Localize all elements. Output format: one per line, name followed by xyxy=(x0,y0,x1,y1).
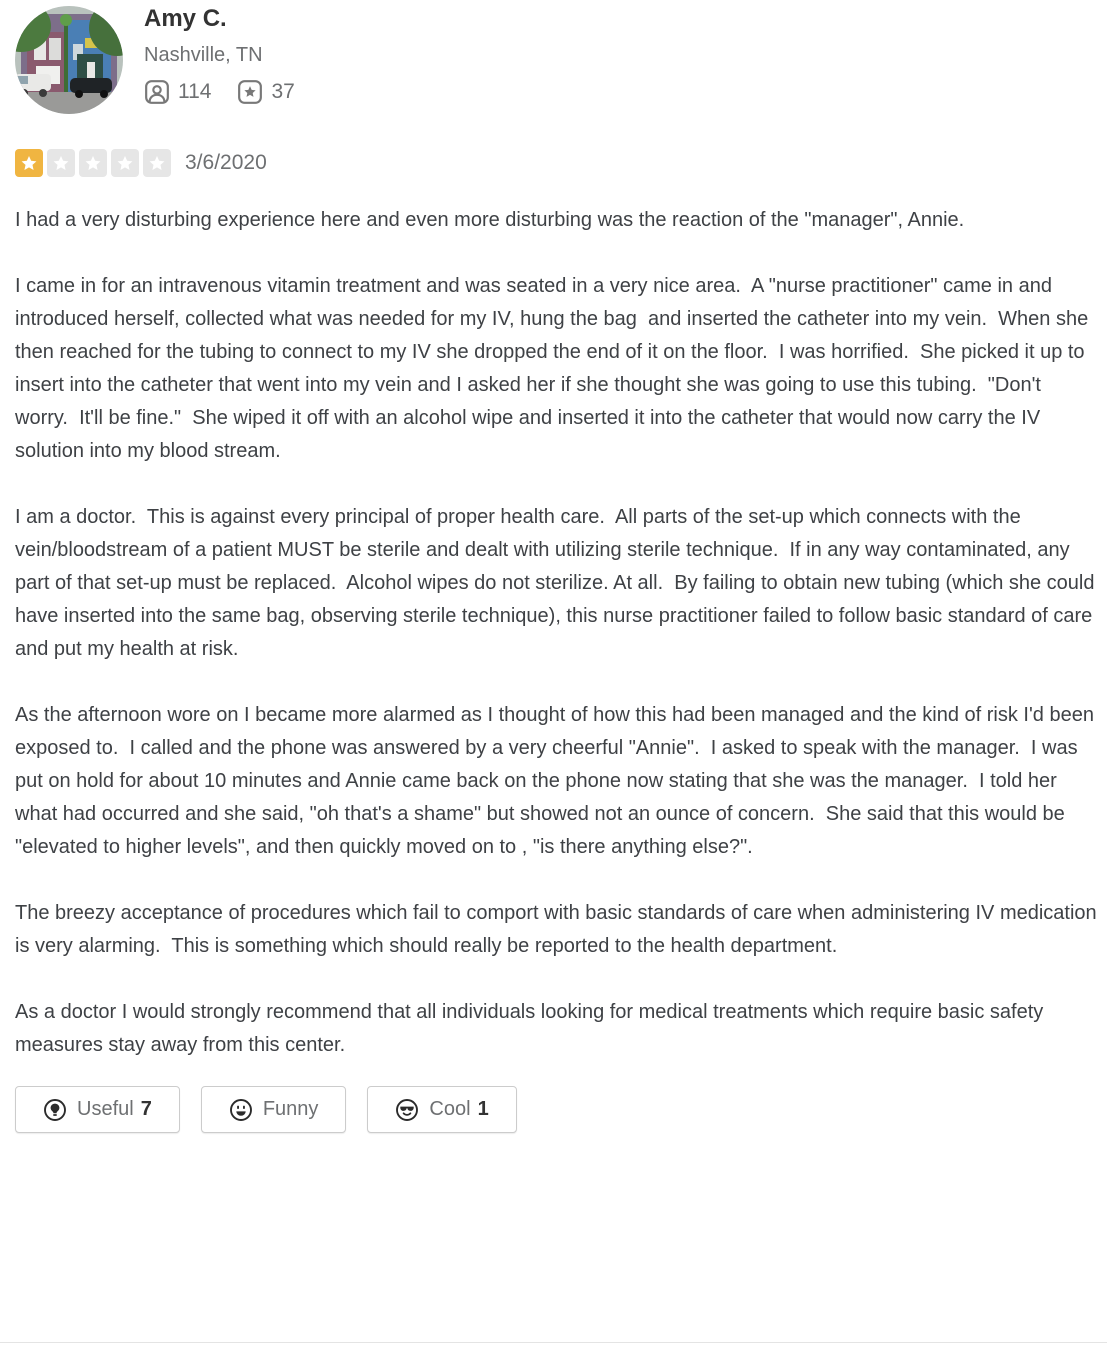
cool-button[interactable] xyxy=(367,1086,516,1133)
review-paragraph: As the afternoon wore on I became more alarmed as I thought of how this had been managed and the kind of risk I'd been exposed to. I called and the phone was answered by a very cheerful "Annie". I asked to speak with the manager. I was put on hold for about 10 minutes and Annie came back on the phone now stating that she was the manager. I told her what had occurred and she said, "oh that's a shame" but showed not an ounce of concern. She said that this would be "elevated to higher levels", and then quickly moved on to , "is there anything else?". xyxy=(15,704,1100,858)
cool-count: 1 xyxy=(477,1098,489,1120)
star-empty-icon xyxy=(143,149,171,177)
star-empty-icon xyxy=(111,149,139,177)
review-actions xyxy=(15,1086,1097,1133)
useful-button[interactable] xyxy=(15,1086,180,1133)
star-rating xyxy=(15,149,171,177)
review-paragraph: The breezy acceptance of procedures which fail to comport with basic standards of care when administering IV medication is very alarming. This is something which should really be reported to the health department. xyxy=(15,902,1103,957)
review-paragraph: I am a doctor. This is against every principal of proper health care. All parts of the set-up which connects with the vein/bloodstream of a patient MUST be sterile and dealt with utilizing sterile technique. If in any way contaminated, any part of that set-up must be replaced. Alcohol wipes do not sterilize. At all. By failing to obtain new tubing (which she could have inserted into the same bag, observing sterile technique), this nurse practitioner failed to follow basic standard of care and put my health at risk. xyxy=(15,506,1101,660)
reviewer-info xyxy=(144,6,295,105)
avatar[interactable] xyxy=(15,6,123,114)
lightbulb-icon xyxy=(43,1098,67,1122)
star-empty-icon xyxy=(79,149,107,177)
useful-count: 7 xyxy=(140,1098,152,1120)
funny-button[interactable] xyxy=(201,1086,347,1133)
friends-icon xyxy=(144,79,170,105)
cool-label: Cool xyxy=(429,1098,471,1120)
review-star-icon xyxy=(237,79,263,105)
star-empty-icon xyxy=(47,149,75,177)
rating-row xyxy=(15,149,1097,177)
review-paragraph: As a doctor I would strongly recommend that all individuals looking for medical treatments which require basic safety measures stay away from this center. xyxy=(15,1001,1049,1056)
reviewer-location: Nashville, TN xyxy=(144,44,263,66)
review-paragraph: I came in for an intravenous vitamin treatment and was seated in a very nice area. A "nurse practitioner" came in and introduced herself, collected what was needed for my IV, hung the bag and inserted the catheter into my vein. When she then reached for the tubing to connect to my IV she dropped the end of it on the floor. I was horrified. She picked it up to insert into the catheter that went into my vein and I asked her if she thought she was going to use this tubing. "Don't worry. It'll be fine." She wiped it off with an alcohol wipe and inserted it into the catheter that would now carry the IV solution into my blood stream. xyxy=(15,275,1094,462)
sunglasses-face-icon xyxy=(395,1098,419,1122)
reviewer-name[interactable]: Amy C. xyxy=(144,5,227,32)
friends-stat xyxy=(144,79,211,105)
review-text xyxy=(15,204,1103,1062)
friends-count: 114 xyxy=(178,80,212,103)
review-count: 37 xyxy=(271,80,295,103)
star-filled-icon xyxy=(15,149,43,177)
reviewer-header xyxy=(15,6,1097,114)
useful-label: Useful xyxy=(77,1098,134,1120)
reviews-stat xyxy=(237,79,294,105)
laughing-face-icon xyxy=(229,1098,253,1122)
reviewer-stats xyxy=(144,79,295,105)
funny-label: Funny xyxy=(262,1098,319,1120)
storefront-photo-illustration xyxy=(15,6,123,114)
review-date: 3/6/2020 xyxy=(185,151,267,174)
review-paragraph: I had a very disturbing experience here and even more disturbing was the reaction of the "manager", Annie. xyxy=(15,209,965,231)
